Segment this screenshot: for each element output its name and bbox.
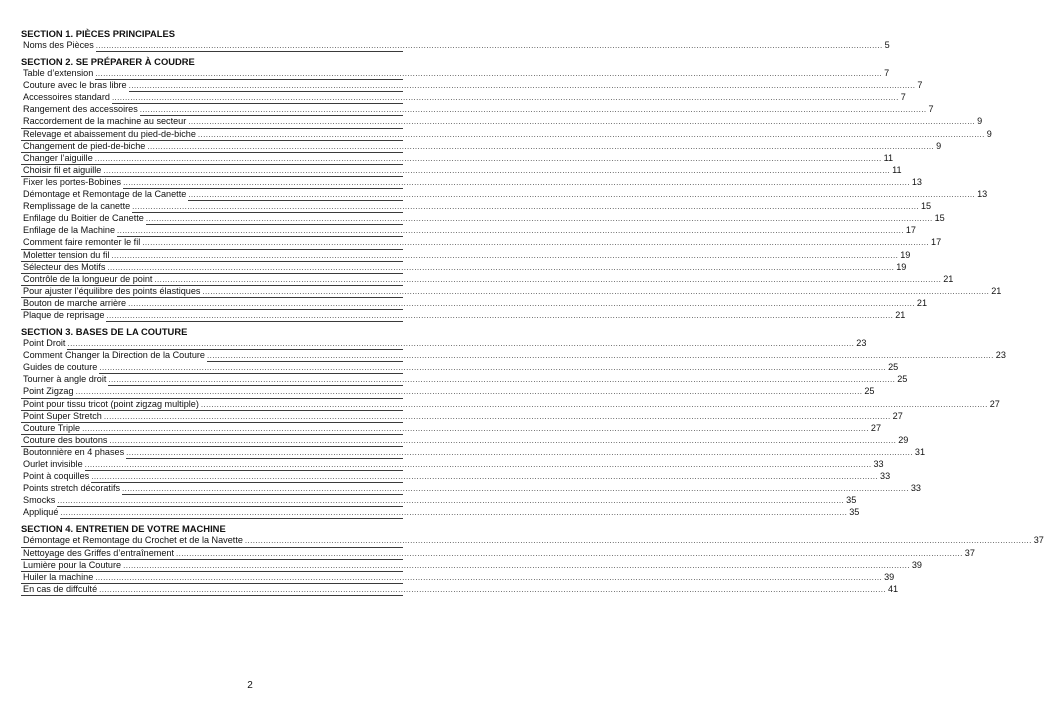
dot-leader: ............................................................................................................................................................................................................................................................................................................	[111, 250, 899, 260]
dot-leader: ............................................................................................................................................................................................................................................................................................................	[145, 214, 933, 224]
entry-label: Smocks	[23, 495, 56, 506]
toc-entry[interactable]	[21, 309, 906, 322]
page-number: 2	[247, 680, 253, 691]
toc-entry[interactable]	[21, 249, 911, 262]
toc-entry[interactable]	[21, 459, 884, 471]
toc-entry[interactable]	[21, 225, 916, 237]
section-title: SECTION 4. ENTRETIEN DE VOTRE MACHINE	[21, 523, 226, 535]
toc-entry[interactable]	[21, 128, 992, 141]
toc-entry[interactable]	[21, 176, 922, 189]
toc-entry[interactable]	[21, 285, 1002, 298]
entry-label: Point à coquilles	[23, 471, 90, 482]
dot-leader: ............................................................................................................................................................................................................................................................................................................	[57, 496, 845, 506]
entry-page-number: 35	[849, 507, 860, 518]
entry-label: Bouton de marche arrière	[23, 297, 127, 308]
toc-entry[interactable]	[21, 362, 899, 374]
entry-page-number: 19	[896, 261, 907, 272]
toc-entry[interactable]	[21, 422, 882, 435]
toc-entry[interactable]	[21, 152, 894, 165]
entry-page-number: 11	[892, 164, 902, 175]
dot-leader: ............................................................................................................................................................................................................................................................................................................	[117, 226, 904, 236]
toc-entry[interactable]	[21, 483, 921, 495]
entry-label: Point pour tissu tricot (point zigzag multiple)	[23, 398, 199, 409]
toc-entry[interactable]	[21, 559, 922, 572]
entry-page-number: 33	[873, 459, 884, 469]
dot-leader: ............................................................................................................................................................................................................................................................................................................	[94, 153, 882, 163]
entry-page-number: 25	[864, 386, 875, 397]
section-title: SECTION 2. SE PRÉPARER À COUDRE	[21, 56, 195, 68]
toc-section	[21, 27, 890, 52]
dot-leader: ............................................................................................................................................................................................................................................................................................................	[103, 411, 891, 421]
dot-leader: ............................................................................................................................................................................................................................................................................................................	[132, 202, 919, 212]
toc-section	[21, 322, 1006, 519]
entry-label: Enfilage de la Machine	[23, 225, 116, 236]
entry-label: Démontage et Remontage de la Canette	[23, 189, 187, 200]
entry-label: Rangement des accessoires	[23, 104, 138, 115]
toc-entry[interactable]	[21, 201, 932, 213]
entry-page-number: 21	[916, 297, 928, 308]
entry-page-number: 31	[914, 446, 926, 457]
entry-page-number: 21	[943, 273, 954, 284]
entry-page-number: 7	[884, 68, 890, 79]
dot-leader: ............................................................................................................................................................................................................................................................................................................	[197, 129, 985, 139]
entry-page-number: 39	[911, 559, 922, 570]
entry-page-number: 29	[898, 434, 909, 445]
toc-entry[interactable]	[21, 273, 954, 286]
entry-page-number: 25	[897, 374, 908, 385]
entry-page-number: 13	[911, 176, 922, 187]
dot-leader: ............................................................................................................................................................................................................................................................................................................	[82, 423, 869, 433]
dot-leader: ............................................................................................................................................................................................................................................................................................................	[95, 69, 883, 79]
dot-leader: ............................................................................................................................................................................................................................................................................................................	[84, 460, 872, 469]
dot-leader: ............................................................................................................................................................................................................................................................................................................	[103, 165, 891, 175]
dot-leader: ............................................................................................................................................................................................................................................................................................................	[95, 572, 883, 582]
entry-page-number: 33	[880, 471, 891, 482]
toc-entry[interactable]	[21, 213, 945, 225]
entry-label: Changer l’aiguille	[23, 152, 93, 163]
entry-label: Remplissage de la canette	[23, 201, 131, 212]
toc-entry[interactable]	[21, 583, 899, 596]
dot-leader: ............................................................................................................................................................................................................................................................................................................	[142, 238, 930, 248]
toc-entry[interactable]	[21, 189, 988, 201]
entry-page-number: 23	[856, 338, 867, 349]
entry-label: Raccordement de la machine au secteur	[23, 116, 187, 127]
toc-entry[interactable]	[21, 68, 890, 80]
toc-entry[interactable]	[21, 398, 1000, 411]
entry-label: Couture avec le bras libre	[23, 80, 127, 91]
toc-entry[interactable]	[21, 116, 983, 128]
toc-entry[interactable]	[21, 547, 975, 560]
entry-label: Noms des Pièces	[23, 40, 94, 50]
dot-leader: ............................................................................................................................................................................................................................................................................................................	[108, 375, 896, 385]
dot-leader: ............................................................................................................................................................................................................................................................................................................	[154, 274, 942, 284]
entry-label: Accessoires standard	[23, 92, 110, 103]
dot-leader: ............................................................................................................................................................................................................................................................................................................	[128, 81, 916, 91]
entry-label: Table d’extension	[23, 68, 94, 79]
entry-page-number: 7	[900, 92, 906, 103]
toc-section	[21, 519, 1044, 595]
toc-entry[interactable]	[21, 261, 907, 274]
dot-leader: ............................................................................................................................................................................................................................................................................................................	[206, 351, 994, 361]
toc-entry[interactable]	[21, 471, 891, 483]
entry-page-number: 9	[936, 140, 942, 151]
entry-label: Nettoyage des Griffes d’entraînement	[23, 547, 174, 558]
entry-label: Point Droit	[23, 338, 66, 349]
entry-label: Lumière pour la Couture	[23, 559, 122, 570]
toc-entry[interactable]	[21, 350, 1006, 362]
dot-leader: ............................................................................................................................................................................................................................................................................................................	[200, 399, 988, 409]
toc-entry[interactable]	[21, 535, 1044, 547]
entry-page-number: 33	[910, 483, 921, 494]
entry-label: Couture des boutons	[23, 434, 108, 445]
entry-label: Comment Changer la Direction de la Couture	[23, 350, 205, 361]
entry-page-number: 35	[846, 495, 857, 506]
entry-label: Changement de pied-de-biche	[23, 140, 146, 151]
dot-leader: ............................................................................................................................................................................................................................................................................................................	[188, 190, 976, 200]
dot-leader: ............................................................................................................................................................................................................................................................................................................	[147, 141, 935, 151]
entry-page-number: 23	[995, 350, 1006, 361]
entry-page-number: 15	[934, 213, 945, 224]
entry-page-number: 17	[905, 225, 916, 236]
dot-leader: ............................................................................................................................................................................................................................................................................................................	[139, 105, 927, 115]
toc-entry[interactable]	[21, 297, 928, 310]
toc-entry[interactable]	[21, 434, 909, 447]
entry-label: Comment faire remonter le fil	[23, 237, 141, 248]
entry-page-number: 25	[888, 362, 899, 373]
section-title: SECTION 1. PIÈCES PRINCIPALES	[21, 28, 176, 39]
entry-page-number: 27	[989, 398, 1000, 409]
entry-label: Guides de couture	[23, 362, 98, 373]
entry-page-number: 39	[884, 571, 895, 582]
dot-leader: ............................................................................................................................................................................................................................................................................................................	[91, 472, 879, 482]
toc-entry[interactable]	[21, 495, 857, 507]
entry-label: Sélecteur des Motifs	[23, 261, 106, 272]
entry-page-number: 41	[887, 583, 899, 594]
entry-page-number: 9	[986, 128, 992, 139]
entry-label: Point Zigzag	[23, 386, 74, 397]
toc-entry[interactable]	[21, 80, 923, 92]
entry-label: Ourlet invisible	[23, 459, 83, 469]
dot-leader: ............................................................................................................................................................................................................................................................................................................	[99, 584, 886, 594]
toc-entry[interactable]	[21, 164, 902, 177]
entry-label: Démontage et Remontage du Crochet et de la Navette	[23, 535, 243, 546]
dot-leader: ............................................................................................................................................................................................................................................................................................................	[175, 548, 963, 558]
toc-entry[interactable]	[21, 338, 867, 350]
dot-leader: ............................................................................................................................................................................................................................................................................................................	[123, 177, 910, 187]
toc-section	[21, 52, 1002, 322]
entry-label: Enfilage du Boitier de Canette	[23, 213, 144, 224]
section-title: SECTION 3. BASES DE LA COUTURE	[21, 326, 188, 338]
toc-entry[interactable]	[21, 92, 906, 104]
entry-page-number: 5	[884, 40, 890, 50]
table-of-contents	[21, 27, 1044, 596]
dot-leader: ............................................................................................................................................................................................................................................................................................................	[67, 339, 855, 349]
entry-page-number: 19	[900, 249, 911, 260]
dot-leader: ............................................................................................................................................................................................................................................................................................................	[99, 363, 887, 373]
dot-leader: ............................................................................................................................................................................................................................................................................................................	[202, 286, 990, 296]
dot-leader: ............................................................................................................................................................................................................................................................................................................	[128, 298, 915, 308]
dot-leader: ............................................................................................................................................................................................................................................................................................................	[111, 93, 899, 103]
entry-page-number: 17	[931, 237, 942, 248]
dot-leader: ............................................................................................................................................................................................................................................................................................................	[123, 560, 910, 570]
toc-entry[interactable]	[21, 446, 926, 459]
dot-leader: ............................................................................................................................................................................................................................................................................................................	[106, 310, 894, 320]
entry-page-number: 7	[917, 80, 923, 91]
dot-leader: ............................................................................................................................................................................................................................................................................................................	[107, 262, 895, 272]
entry-page-number: 11	[883, 152, 894, 163]
toc-entry[interactable]	[21, 571, 895, 584]
entry-label: Boutonnière en 4 phases	[23, 446, 125, 457]
entry-label: Appliqué	[23, 507, 59, 518]
entry-label: Tourner à angle droit	[23, 374, 107, 385]
toc-entry[interactable]	[21, 140, 942, 153]
dot-leader: ............................................................................................................................................................................................................................................................................................................	[122, 484, 909, 494]
toc-entry[interactable]	[21, 374, 908, 386]
entry-page-number: 37	[964, 547, 975, 558]
entry-label: Contrôle de la longueur de point	[23, 273, 153, 284]
dot-leader: ............................................................................................................................................................................................................................................................................................................	[75, 387, 863, 397]
dot-leader: ............................................................................................................................................................................................................................................................................................................	[126, 447, 913, 457]
entry-label: Moletter tension du fil	[23, 249, 110, 260]
toc-entry[interactable]	[21, 104, 934, 116]
entry-label: Plaque de reprisage	[23, 309, 105, 320]
entry-page-number: 15	[920, 201, 932, 212]
entry-label: Couture Triple	[23, 422, 81, 433]
dot-leader: ............................................................................................................................................................................................................................................................................................................	[60, 508, 848, 518]
toc-entry[interactable]	[21, 507, 860, 519]
entry-page-number: 27	[892, 410, 903, 421]
dot-leader: ............................................................................................................................................................................................................................................................................................................	[244, 536, 1032, 546]
toc-entry[interactable]	[21, 410, 903, 423]
entry-page-number: 21	[991, 285, 1002, 296]
entry-page-number: 9	[977, 116, 983, 127]
entry-label: En cas de diffculté	[23, 583, 98, 594]
entry-label: Choisir fil et aiguille	[23, 164, 102, 175]
toc-entry[interactable]	[21, 237, 942, 249]
dot-leader: ............................................................................................................................................................................................................................................................................................................	[188, 117, 976, 127]
entry-label: Relevage et abaissement du pied-de-biche	[23, 128, 196, 139]
entry-label: Pour ajuster l’équilibre des points élastiques	[23, 285, 201, 296]
entry-label: Point Super Stretch	[23, 410, 102, 421]
entry-page-number: 13	[977, 189, 988, 200]
entry-page-number: 37	[1033, 535, 1044, 546]
entry-page-number: 7	[928, 104, 934, 115]
entry-page-number: 27	[870, 422, 882, 433]
dot-leader: ............................................................................................................................................................................................................................................................................................................	[109, 435, 897, 445]
entry-page-number: 21	[895, 309, 906, 320]
toc-entry[interactable]	[21, 40, 890, 52]
toc-entry[interactable]	[21, 386, 875, 398]
dot-leader: ............................................................................................................................................................................................................................................................................................................	[95, 41, 883, 50]
entry-label: Points stretch décoratifs	[23, 483, 121, 494]
entry-label: Fixer les portes-Bobines	[23, 176, 122, 187]
entry-label: Huiler la machine	[23, 571, 94, 582]
